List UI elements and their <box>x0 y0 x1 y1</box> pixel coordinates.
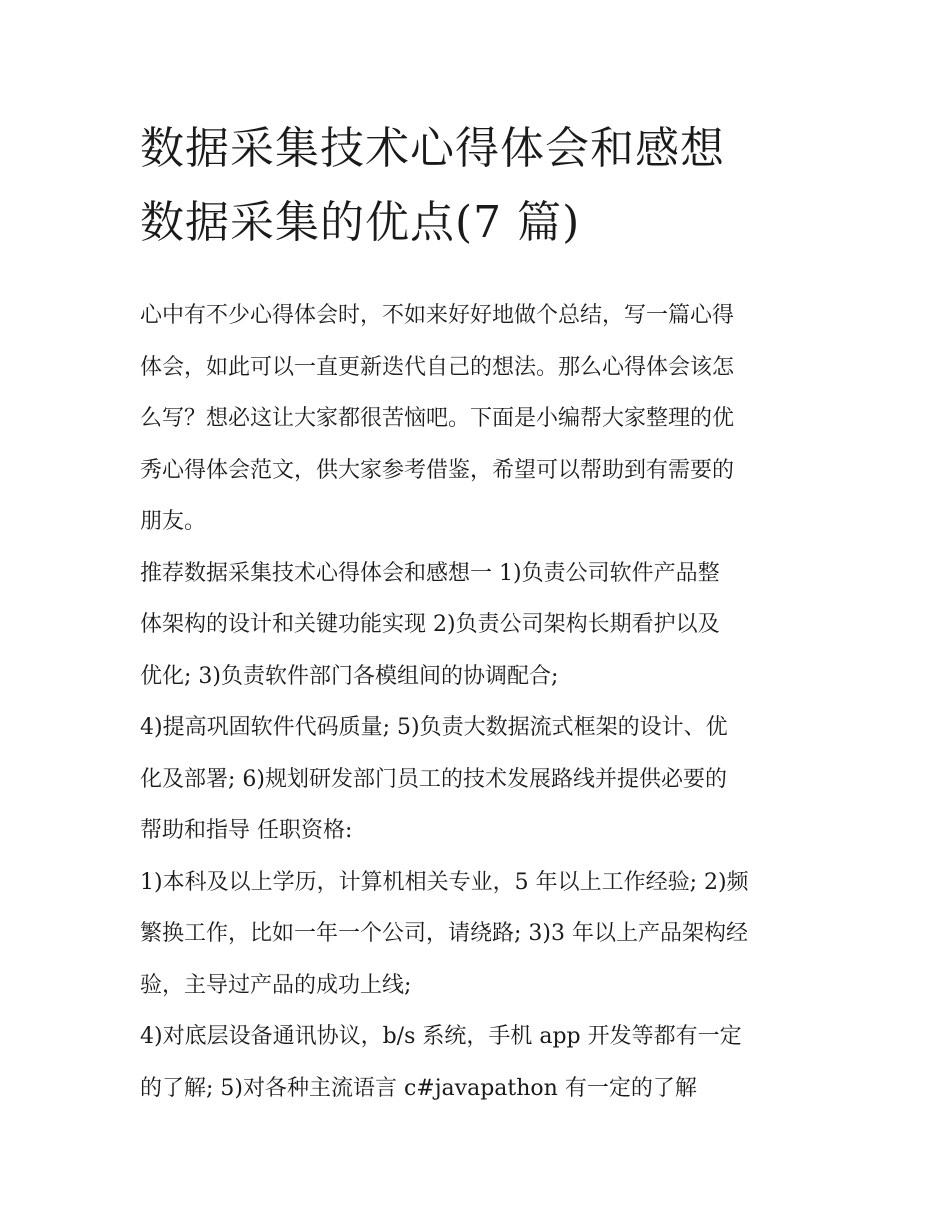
document-page <box>140 112 812 1114</box>
paragraph-intro <box>140 290 812 548</box>
paragraph-responsibilities-cont <box>140 702 812 857</box>
text-line: 心中有不少心得体会时，不如来好好地做个总结，写一篇心得 <box>140 303 735 328</box>
paragraph-responsibilities <box>140 548 812 703</box>
text-line: 朋友。 <box>140 509 207 534</box>
text-line: 的了解; 5)对各种主流语言 c#javapathon 有一定的了解 <box>140 1075 697 1101</box>
text-line: 体会，如此可以一直更新迭代自己的想法。那么心得体会该怎 <box>140 354 735 380</box>
paragraph-qualifications-cont <box>140 1011 812 1114</box>
text-line: 化及部署; 6)规划研发部门员工的技术发展路线并提供必要的 <box>140 766 727 792</box>
title-line: 数据采集技术心得体会和感想 <box>140 123 725 174</box>
text-line: 么写？想必这让大家都很苦恼吧。下面是小编帮大家整理的优 <box>140 406 735 431</box>
text-line: 优化; 3)负责软件部门各模组间的协调配合; <box>140 663 559 689</box>
text-line: 4)提高巩固软件代码质量; 5)负责大数据流式框架的设计、优 <box>140 715 728 740</box>
text-line: 帮助和指导 任职资格: <box>140 818 353 843</box>
text-line: 推荐数据采集技术心得体会和感想一 1)负责公司软件产品整 <box>140 560 720 586</box>
text-line: 4)对底层设备通讯协议，b/s 系统，手机 app 开发等都有一定 <box>140 1024 742 1049</box>
text-line: 繁换工作，比如一年一个公司，请绕路; 3)3 年以上产品架构经 <box>140 921 748 946</box>
text-line: 验，主导过产品的成功上线; <box>140 972 412 998</box>
document-title <box>140 112 812 260</box>
text-line: 1)本科及以上学历，计算机相关专业，5 年以上工作经验; 2)频 <box>140 869 749 895</box>
paragraph-qualifications <box>140 857 812 1012</box>
text-line: 体架构的设计和关键功能实现 2)负责公司架构长期看护以及 <box>140 612 720 637</box>
document-body <box>140 290 812 1114</box>
text-line: 秀心得体会范文，供大家参考借鉴，希望可以帮助到有需要的 <box>140 457 735 483</box>
title-line: 数据采集的优点(7 篇) <box>140 197 581 248</box>
